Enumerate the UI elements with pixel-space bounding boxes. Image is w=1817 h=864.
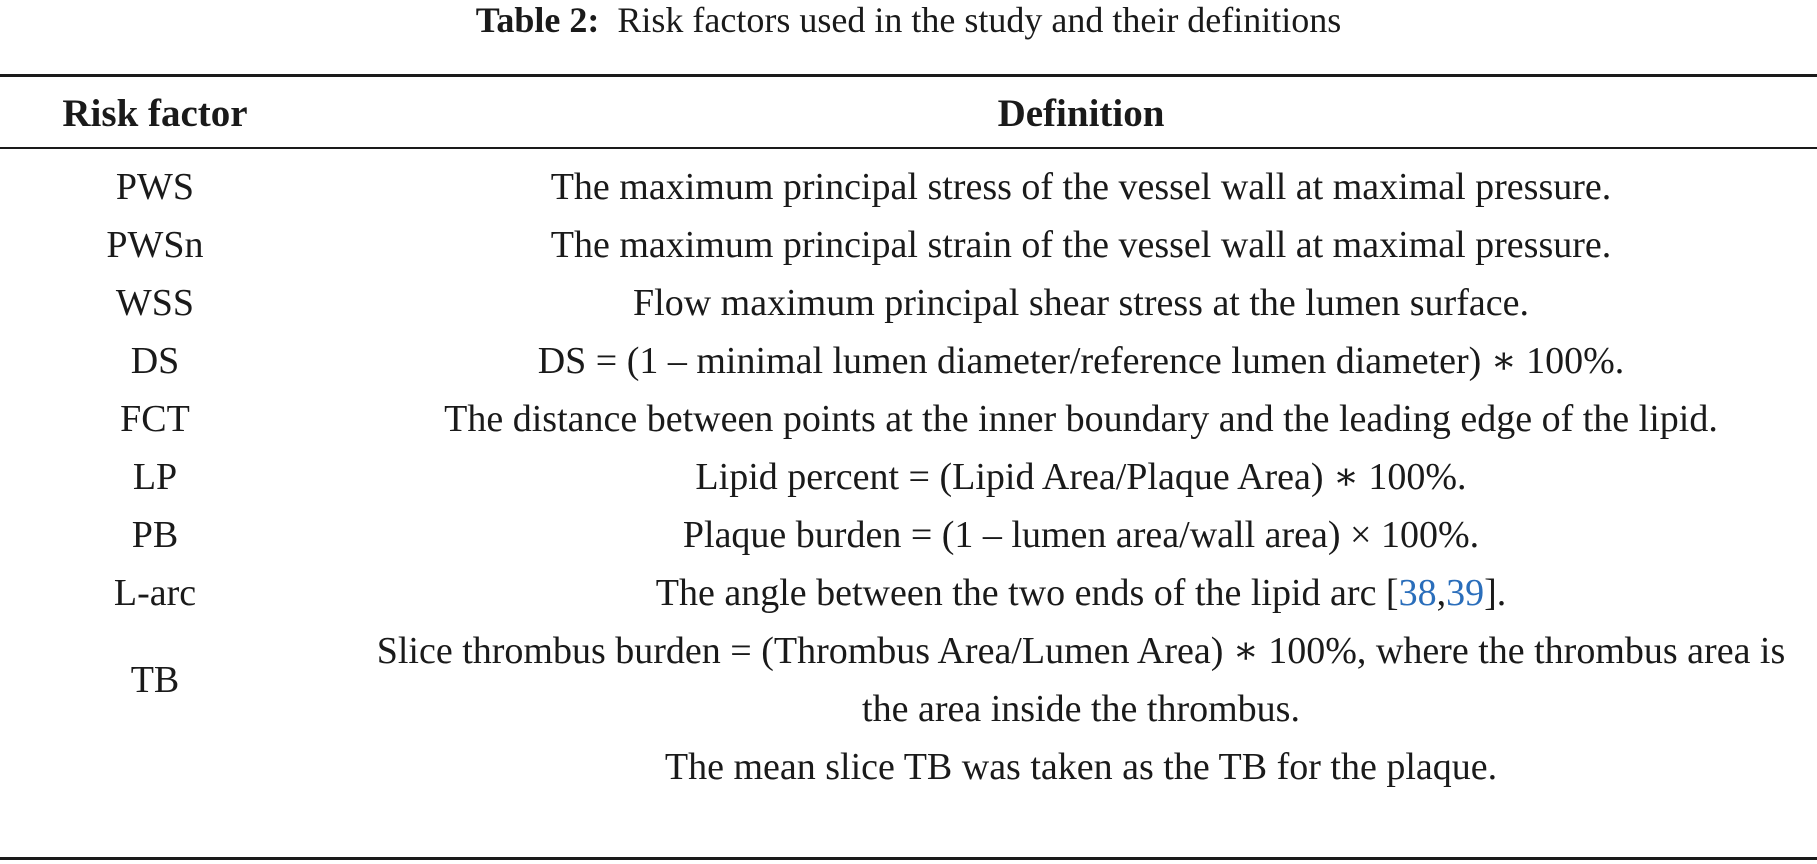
risk-factor-cell: DS [130,340,180,382]
definition-text-end: ]. [1484,572,1507,614]
table-caption [0,0,1817,40]
table-body [0,158,1817,796]
risk-factor-cell: WSS [115,282,195,324]
table-top-rule [0,74,1817,77]
risk-factor-cell: L-arc [113,572,197,614]
table-row [0,506,1817,564]
header-risk-factor: Risk factor [62,92,248,135]
table-row [0,332,1817,390]
table-row [0,158,1817,216]
definition-cell: DS = (1 – minimal lumen diameter/reference lumen diameter) ∗ 100%. [537,340,1625,382]
header-definition: Definition [997,92,1165,135]
table-caption-text: Risk factors used in the study and their definitions [617,0,1342,40]
table-header-rule [0,147,1817,149]
table-row [0,448,1817,506]
risk-factor-cell: PB [131,514,179,556]
definition-cell [376,622,1786,796]
definition-cell: The distance between points at the inner boundary and the leading edge of the lipid. [444,398,1718,440]
definition-cell: Plaque burden = (1 – lumen area/wall area) × 100%. [682,514,1480,556]
risk-factor-cell: LP [132,456,178,498]
definition-text-line2: The mean slice TB was taken as the TB for the plaque. [664,746,1498,788]
table-row [0,564,1817,622]
risk-factor-cell: PWSn [106,224,204,266]
table-caption-label: Table 2: [475,0,600,40]
definition-text: The angle between the two ends of the lipid arc [ [655,572,1399,614]
risk-factor-cell: PWS [115,166,195,208]
definition-cell: Flow maximum principal shear stress at the lumen surface. [633,282,1529,324]
risk-factor-cell: FCT [120,398,190,440]
table-header [0,88,1817,140]
table-row [0,216,1817,274]
definition-text: Slice thrombus burden = (Thrombus Area/Lumen Area) ∗ 100%, where the thrombus area is the area inside the thrombus. [376,630,1786,730]
table-row [0,622,1817,796]
definition-cell: Lipid percent = (Lipid Area/Plaque Area) ∗ 100%. [695,456,1467,498]
citation-separator: , [1436,572,1447,614]
table-row [0,274,1817,332]
citation-link-38[interactable]: 38 [1398,572,1437,614]
definition-cell [376,564,1786,622]
table-row [0,390,1817,448]
definition-cell: The maximum principal stress of the vessel wall at maximal pressure. [550,166,1612,208]
definition-cell: The maximum principal strain of the vessel wall at maximal pressure. [550,224,1612,266]
table-bottom-rule [0,857,1817,860]
risk-factor-cell: TB [130,659,180,701]
citation-link-39[interactable]: 39 [1446,572,1485,614]
